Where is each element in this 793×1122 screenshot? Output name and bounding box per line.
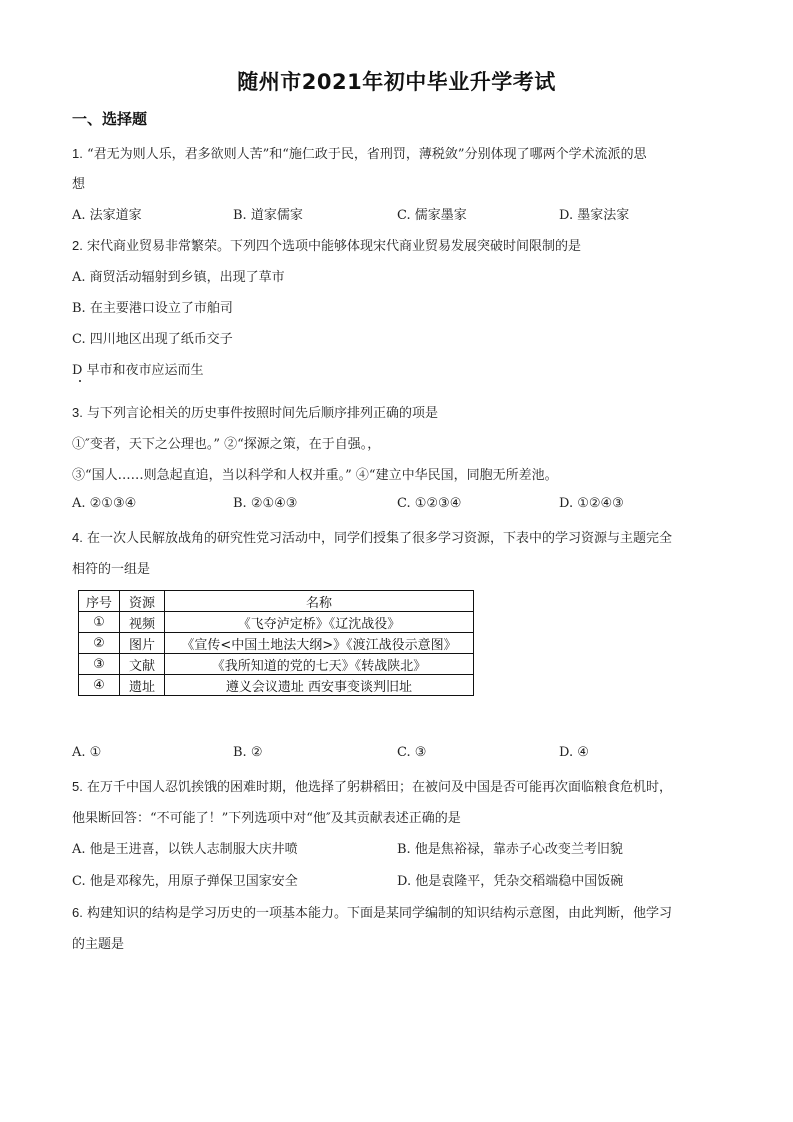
question-text: 构建知识的结构是学习历史的一项基本能力。下面是某同学编制的知识结构示意图，由此判断，他学习	[86, 906, 672, 921]
section-heading: 一、选择题	[72, 110, 148, 128]
q4-option-b: B. ②	[233, 745, 263, 760]
header-cell: 资源	[120, 591, 165, 612]
header-cell: 名称	[165, 591, 474, 612]
table-cell: 视频	[120, 612, 165, 633]
table-header-row	[79, 591, 474, 612]
exam-title: 随州市2021年初中毕业升学考试	[237, 70, 556, 94]
question-6-stem	[72, 902, 672, 921]
q1-option-d: D. 墨家法家	[559, 208, 630, 223]
question-5-stem	[72, 776, 672, 795]
table-cell: 《宣传<中国土地法大纲>》《渡江战役示意图》	[165, 633, 474, 654]
question-5-stem-cont: 他果断回答：“不可能了！”下列选项中对“他″及其贡献表述正确的是	[72, 811, 461, 826]
question-number: 5.	[72, 779, 83, 794]
q5-option-d: D. 他是袁隆平，凭杂交稻端稳中国饭碗	[397, 874, 624, 889]
q1-option-c: C. 儒家墨家	[397, 208, 467, 223]
q4-option-c: C. ③	[397, 745, 427, 760]
q1-option-a: A. 法家道家	[72, 208, 142, 223]
q5-option-b: B. 他是焦裕禄，靠赤子心改变兰考旧貌	[397, 842, 623, 857]
q4-option-a: A. ①	[72, 745, 102, 760]
question-text: “君无为则人乐，君多欲则人苦”和“施仁政于民，省刑罚，薄税敛”分别体现了哪两个学术流派的思	[86, 147, 647, 162]
q3-option-a: A. ②①③④	[72, 496, 137, 511]
table-cell: ①	[79, 612, 120, 633]
table-cell: ④	[79, 675, 120, 696]
table-cell: ②	[79, 633, 120, 654]
question-number: 4.	[72, 530, 83, 545]
question-text: 在一次人民解放战角的研究性党习活动中，同学们授集了很多学习资源，下表中的学习资源与主题完全	[86, 531, 672, 546]
table-cell: 图片	[120, 633, 165, 654]
question-3-quotes-1: ①″变者，天下之公理也。” ②“探源之策，在于自强。，	[72, 437, 381, 452]
question-4-stem-cont: 相符的一组是	[72, 562, 151, 577]
resource-table	[78, 590, 474, 696]
q2-option-a: A. 商贸活动辐射到乡镇，出现了草市	[72, 270, 285, 285]
header-cell: 序号	[79, 591, 120, 612]
q3-option-b: B. ②①④③	[233, 496, 298, 511]
q2-option-c: C. 四川地区出现了纸币交子	[72, 332, 233, 347]
question-2-stem	[72, 235, 581, 254]
table-row	[79, 654, 474, 675]
table-cell: 遵义会议遗址 西安事变谈判旧址	[165, 675, 474, 696]
q4-option-d: D. ④	[559, 745, 589, 760]
q3-option-d: D. ①②④③	[559, 496, 624, 511]
question-text: 宋代商业贸易非常繁荣。下列四个选项中能够体现宋代商业贸易发展突破时间限制的是	[86, 239, 581, 254]
question-text: 在万千中国人忍饥挨饿的困难时期，他选择了躬耕稻田；在被问及中国是否可能再次面临粮食危机时，	[86, 780, 672, 795]
question-1-stem	[72, 143, 647, 162]
question-text: 与下列言论相关的历史事件按照时间先后顺序排列正确的项是	[86, 406, 438, 421]
question-3-quotes-2: ③“国人……则急起直追，当以科学和人权并重。” ④“建立中华民国，同胞无所差池。	[72, 468, 558, 483]
q5-option-a: A. 他是王进喜，以铁人志制服大庆井喷	[72, 842, 298, 857]
question-3-stem	[72, 402, 438, 421]
table-cell: ③	[79, 654, 120, 675]
q1-option-b: B. 道家儒家	[233, 208, 303, 223]
table-cell: 《飞夺泸定桥》《辽沈战役》	[165, 612, 474, 633]
q5-option-c: C. 他是邓稼先，用原子弹保卫国家安全	[72, 874, 298, 889]
table-cell: 文献	[120, 654, 165, 675]
q3-option-c: C. ①②③④	[397, 496, 462, 511]
question-number: 6.	[72, 905, 83, 920]
table-row	[79, 675, 474, 696]
q2-option-b: B. 在主要港口设立了市舶司	[72, 301, 233, 316]
table-cell: 遗址	[120, 675, 165, 696]
table-cell: 《我所知道的党的七天》《转战陕北》	[165, 654, 474, 675]
question-number: 1.	[72, 146, 83, 161]
question-6-stem-cont: 的主题是	[72, 937, 125, 952]
question-4-stem	[72, 527, 672, 546]
table-row	[79, 633, 474, 654]
question-number: 2.	[72, 238, 83, 253]
question-1-stem-cont: 想	[72, 177, 86, 192]
table-row	[79, 612, 474, 633]
stray-mark	[79, 380, 81, 382]
question-number: 3.	[72, 405, 83, 420]
q2-option-d: D 早市和夜市应运而生	[72, 363, 204, 378]
